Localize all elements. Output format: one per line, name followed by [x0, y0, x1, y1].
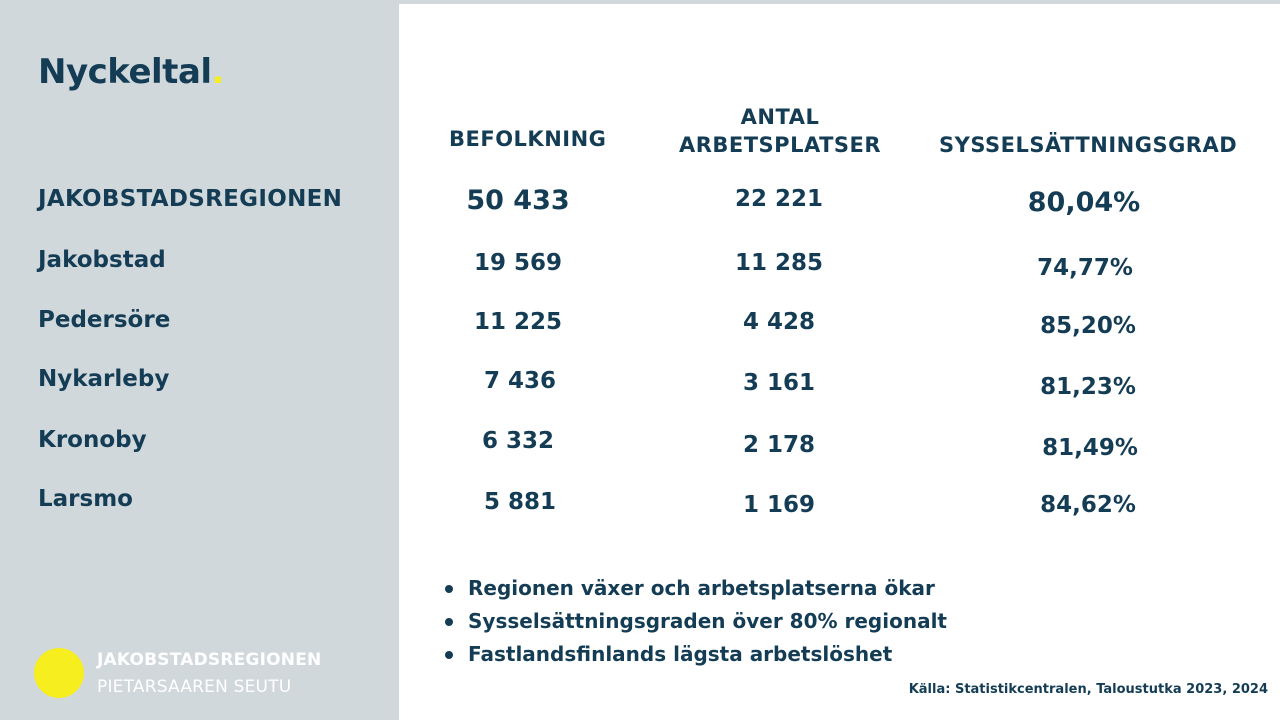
- column-header-jobs: [674, 103, 886, 159]
- cell-jobs-kronoby: 2 178: [742, 432, 816, 458]
- bullet-dot-icon: [445, 585, 453, 593]
- cell-population-jakobstad: 19 569: [473, 250, 563, 276]
- source-note: Källa: Statistikcentralen, Taloustutka 2023, 2024: [908, 682, 1268, 697]
- column-header-jobs-line1: ANTAL: [740, 105, 820, 129]
- cell-population-larsmo: 5 881: [483, 489, 557, 515]
- page-title: Nyckeltal.: [38, 52, 224, 92]
- cell-population-region: 50 433: [466, 185, 570, 216]
- cell-employment-kronoby: 81,49%: [1042, 435, 1138, 461]
- bullet-item: Fastlandsfinlands lägsta arbetslöshet: [443, 638, 947, 671]
- logo-subtitle: PIETARSAAREN SEUTU: [97, 677, 292, 697]
- cell-population-pedersore: 11 225: [473, 309, 563, 335]
- cell-jobs-region: 22 221: [734, 186, 824, 212]
- column-header-jobs-line2: ARBETSPLATSER: [678, 133, 882, 157]
- bullet-dot-icon: [445, 618, 453, 626]
- bullet-item: Sysselsättningsgraden över 80% regionalt: [443, 605, 947, 638]
- cell-jobs-pedersore: 4 428: [742, 309, 816, 335]
- cell-employment-nykarleby: 81,23%: [1040, 374, 1136, 400]
- row-label-nykarleby: Nykarleby: [38, 366, 170, 392]
- cell-jobs-larsmo: 1 169: [742, 492, 816, 518]
- title-accent-dot: .: [211, 52, 224, 92]
- logo-circle-icon: [34, 648, 84, 698]
- cell-population-kronoby: 6 332: [481, 428, 555, 454]
- sidebar-panel: [0, 0, 399, 720]
- cell-jobs-jakobstad: 11 285: [734, 250, 824, 276]
- cell-employment-larsmo: 84,62%: [1040, 492, 1136, 518]
- column-header-employment: SYSSELSÄTTNINGSGRAD: [939, 133, 1238, 157]
- row-label-kronoby: Kronoby: [38, 427, 147, 453]
- bullet-dot-icon: [445, 651, 453, 659]
- cell-employment-region: 80,04%: [1027, 187, 1141, 218]
- bullet-item: Regionen växer och arbetsplatserna ökar: [443, 572, 947, 605]
- cell-population-nykarleby: 7 436: [483, 368, 557, 394]
- cell-employment-pedersore: 85,20%: [1040, 313, 1136, 339]
- cell-jobs-nykarleby: 3 161: [742, 370, 816, 396]
- row-label-jakobstad: Jakobstad: [38, 247, 166, 273]
- row-label-region: JAKOBSTADSREGIONEN: [38, 186, 343, 212]
- row-label-pedersore: Pedersöre: [38, 307, 171, 333]
- logo-name: JAKOBSTADSREGIONEN: [97, 650, 322, 670]
- row-label-larsmo: Larsmo: [38, 486, 133, 512]
- cell-employment-jakobstad: 74,77%: [1037, 255, 1133, 281]
- column-header-population: BEFOLKNING: [449, 127, 607, 151]
- bullet-list: [443, 572, 947, 671]
